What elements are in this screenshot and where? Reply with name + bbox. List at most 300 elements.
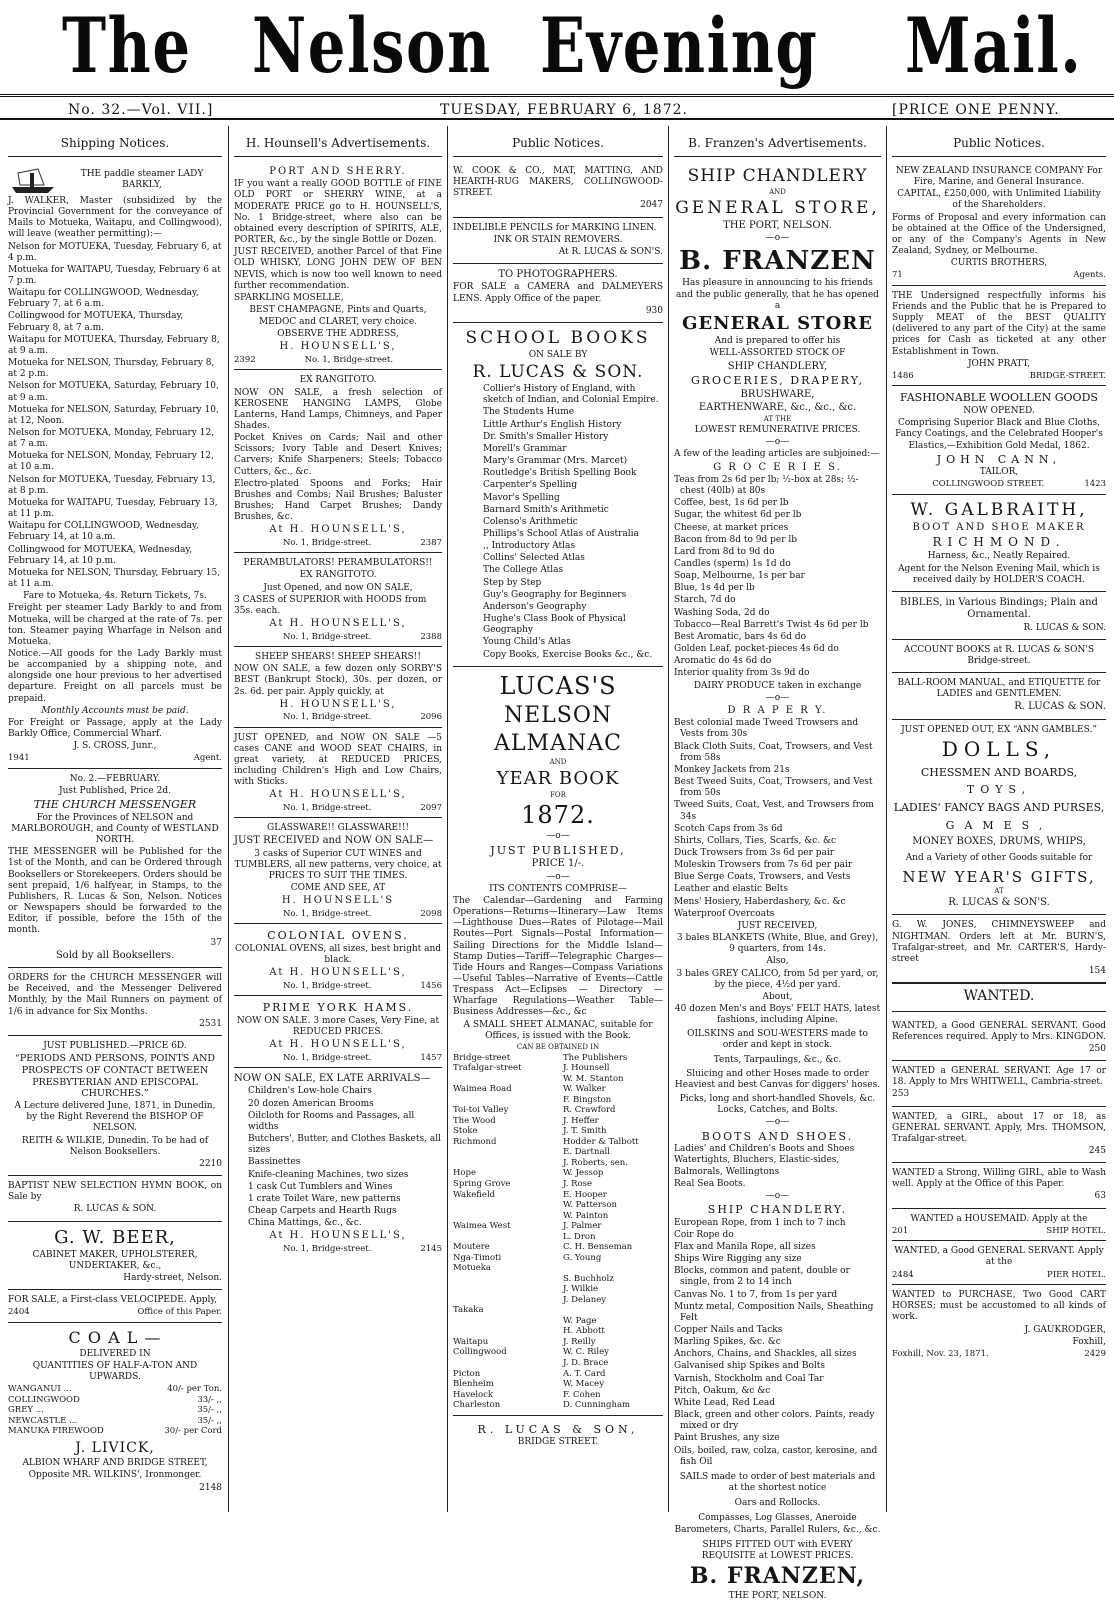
beer-trade: CABINET MAKER, UPHOLSTERER, UNDERTAKER, &c., xyxy=(32,1249,198,1271)
agent-name: S. Buchholz xyxy=(563,1273,614,1284)
cann-trade: TAILOR, xyxy=(979,467,1019,478)
hounsell-address: No. 1, Bridge-street. xyxy=(282,1243,372,1254)
hounsell-name: At H. HOUNSELL'S, xyxy=(269,524,407,536)
drapery-item: Scotch Caps from 3s 6d xyxy=(674,823,783,834)
column-hounsell xyxy=(234,132,442,1512)
agent-row xyxy=(453,1295,663,1306)
orders-body: ORDERS for the CHURCH MESSENGER will be Received, and the Messenger Delivered Monthly, by the Mail Runners on payment of 1/6 in advance for Six Months. xyxy=(8,973,222,1017)
arrival-item: Oilcloth for Rooms and Passages, all widths xyxy=(248,1110,415,1132)
games: GAMES, xyxy=(945,818,1053,832)
ship-chandlery-list xyxy=(674,1218,881,1468)
at-the: AT THE xyxy=(763,415,792,424)
toys: TOYS, xyxy=(966,783,1032,797)
bibles-ad xyxy=(892,592,1106,640)
cook-body: W. COOK & CO., MAT, MATTING, AND HEARTH-RUG MAKERS, COLLINGWOOD-STREET. xyxy=(453,165,663,199)
coal-title: C O A L — xyxy=(68,1327,162,1347)
mail-agent: Agent for the Nelson Evening Mail, which is received daily by HOLDER'S COACH. xyxy=(898,563,1100,585)
franzen-pleasure: Has pleasure in announcing to his friends and the public generally, that he has opened a xyxy=(676,278,879,311)
freight: Freight per steamer Lady Barkly to and from Motueka, will be charged at the rate of 7s. per ton. Steamer paying Wharfage in Nelson and Motueka. xyxy=(8,603,222,647)
felt-hats: 40 dozen Men's and Boys' FELT HATS, latest fashions, including Alpine. xyxy=(674,1004,881,1026)
pencils-ad xyxy=(453,218,663,264)
agent-row xyxy=(453,1390,663,1401)
book-item: Collins' Selected Atlas xyxy=(483,553,585,564)
coal-row: COLLINGWOOD 33/- ,, xyxy=(8,1394,222,1405)
groceries-title: G R O C E R I E S. xyxy=(713,461,842,473)
hounsell-name: H. HOUNSELL'S, xyxy=(279,698,397,710)
chandlery-item: Flax and Manila Rope, all sizes xyxy=(674,1241,816,1252)
book-item: Anderson's Geography xyxy=(483,601,587,612)
grocery-item: Aromatic do 4s 6d do xyxy=(674,656,772,667)
lucas-footer-street: BRIDGE STREET. xyxy=(517,1437,599,1448)
agent-row xyxy=(453,1347,663,1358)
book-item: The Students Hume xyxy=(483,407,575,418)
agent-place: Picton xyxy=(453,1368,481,1379)
chandlery-item: Black, green and other colors. Paints, ready mixed or dry xyxy=(674,1410,875,1432)
chandlery-item: Ships Wire Rigging any size xyxy=(674,1254,802,1265)
wanted-place: PIER HOTEL. xyxy=(1047,1269,1106,1280)
school-books-ad xyxy=(453,323,663,667)
ad-number: 1941 xyxy=(8,753,30,764)
chandlery-item: Galvanised ship Spikes and Bolts xyxy=(674,1361,826,1372)
agent-name: L. Dron xyxy=(563,1231,596,1242)
agent-row xyxy=(453,1274,663,1285)
jones-ad xyxy=(892,915,1106,983)
ad-title: PERAMBULATORS! PERAMBULATORS!! xyxy=(243,558,433,569)
drapery-item: Waterproof Overcoats xyxy=(674,908,775,919)
agent-name: J. Rose xyxy=(563,1178,593,1189)
agent-place: Collingwood xyxy=(453,1347,507,1358)
agent-name: G. Young xyxy=(563,1252,602,1263)
livick-opposite: Opposite MR. WILKINS', Ironmonger. xyxy=(28,1470,202,1481)
ad-title: COLONIAL OVENS. xyxy=(267,929,409,943)
steamer-intro: J. WALKER, Master (subsidized by the Provincial Government for the conveyance of Mails to Motueka, Waitapu, and Collingwood), will leave (weather permitting):— xyxy=(8,195,222,240)
column-public-notices-2 xyxy=(892,132,1106,1512)
chandlery-item: Marling Spikes, &c. &c xyxy=(674,1337,781,1348)
coal-row: WANGANUI ... 40/- per Ton. xyxy=(8,1384,222,1395)
agent-row xyxy=(453,1200,663,1211)
chandlery-item: White Lead, Red Lead xyxy=(674,1397,776,1408)
grocery-item: Sugar, the whitest 6d per lb xyxy=(674,510,802,521)
agent-row xyxy=(453,1105,663,1116)
ad-number: 2531 xyxy=(199,1018,222,1029)
ad-number: 930 xyxy=(645,305,663,316)
baptist-ad xyxy=(8,1176,222,1221)
chandlery-item: European Rope, from 1 inch to 7 inch xyxy=(674,1217,846,1228)
agent-row xyxy=(453,1284,663,1295)
book-item: ,, Introductory Atlas xyxy=(483,541,575,552)
sailing: Nelson for MOTUEKA, Saturday, February 10, at 9 a.m. xyxy=(8,381,219,403)
masthead-word-4: Mail. xyxy=(905,1,1083,90)
agent-place: Wakefield xyxy=(453,1189,496,1200)
agent-row xyxy=(453,1074,663,1085)
coal-ad xyxy=(8,1323,222,1499)
agent-name: F. Cohen xyxy=(563,1389,601,1400)
column-heading: Public Notices. xyxy=(453,132,663,157)
lucas-name: R. LUCAS & SON. xyxy=(472,362,644,383)
ovens-body: COLONIAL OVENS, all sizes, best bright and black. xyxy=(234,944,442,966)
pratt-body: THE Undersigned respectfully informs his Friends and the Public that he is Prepared to Supply MEAT of the BEST QUALITY (delivered to any part of the City) at the same prices for Cash as ticketed at any other Establishment in Town. xyxy=(892,290,1106,357)
woollen-body: Comprising Superior Black and Blue Cloths, Fancy Coatings, and the Celebrated Hooper's Elastics,—Exhibition Gold Medal, 1862. xyxy=(895,418,1103,451)
agent-row xyxy=(453,1358,663,1369)
agent-name: W. M. Stanton xyxy=(563,1073,624,1084)
ad-number: 2145 xyxy=(420,1243,442,1254)
agent-row xyxy=(453,1337,663,1348)
wanted-place: SHIP HOTEL. xyxy=(1046,1225,1106,1236)
hounsell-name: At H. HOUNSELL'S, xyxy=(269,967,407,979)
pratt-name: JOHN PRATT, xyxy=(967,358,1031,369)
sailing: Waitapu for COLLINGWOOD, Wednesday, February 14, at 10 a.m. xyxy=(8,521,199,543)
monthly-accounts: Monthly Accounts must be paid. xyxy=(41,705,189,716)
sailing: Motueka for NELSON, Thursday, February 15, at 11 a.m. xyxy=(8,567,221,590)
general-store-title: GENERAL STORE, xyxy=(675,197,880,218)
agent-place: Richmond xyxy=(453,1136,497,1147)
grocery-item: Washing Soda, 2d do xyxy=(674,607,770,618)
divider: —o— xyxy=(765,233,790,244)
knives-body: Pocket Knives on Cards; Nail and other Scissors; Ivory Table and Desert Knives; Carvers; Knife Sharpeners; Steels; Tobacco Cutters, &c., &c. xyxy=(234,433,442,477)
masthead-word-2: Nelson xyxy=(252,1,492,90)
agent-name: J. T. Smith xyxy=(563,1126,607,1137)
agent-name: Hodder & Talbott xyxy=(563,1136,639,1147)
toys-ad xyxy=(892,720,1106,916)
almanac-published: JUST PUBLISHED, xyxy=(490,843,626,857)
agent-row xyxy=(453,1158,663,1169)
agent-place: Toi-toi Valley xyxy=(453,1105,509,1116)
just-received: JUST RECEIVED, xyxy=(737,920,818,931)
almanac-title-1: LUCAS'S xyxy=(499,671,617,700)
notice: Notice.—All goods for the Lady Barkly must be accompanied by a shipping note, and alongside one hour previous to her advertised departure. Freight on all parcels must be prepaid. xyxy=(8,648,222,704)
wanted-body: WANTED, a Good GENERAL SERVANT. Apply at the xyxy=(894,1246,1104,1268)
cann-name: JOHN CANN, xyxy=(936,452,1062,466)
chandlery-item: Varnish, Stockholm and Coal Tar xyxy=(674,1373,824,1384)
ship-chandlery-title: SHIP CHANDLERY xyxy=(687,165,868,186)
agent-row xyxy=(453,1211,663,1222)
hams-ad xyxy=(234,996,442,1068)
agent-name: R. Crawford xyxy=(563,1105,616,1116)
apply-text: For Freight or Passage, apply at the Lady Barkly Office, Commercial Wharf. xyxy=(8,717,222,740)
column-rule xyxy=(668,126,669,1512)
agent-row xyxy=(453,1232,663,1243)
issue-date: TUESDAY, FEBRUARY 6, 1872. xyxy=(440,102,688,118)
steamer-title: THE paddle steamer LADY BARKLY, xyxy=(80,168,204,190)
dairy: DAIRY PRODUCE taken in exchange xyxy=(693,680,862,691)
grocery-item: Cheese, at market prices xyxy=(674,522,789,533)
hounsell-address: No. 1, Bridge-street. xyxy=(282,712,372,723)
glass-body: JUST RECEIVED and NOW ON SALE— xyxy=(234,835,434,847)
coal-row: MANUKA FIREWOOD 30/- per Cord xyxy=(8,1426,222,1437)
book-item: Barnard Smith's Arithmetic xyxy=(483,504,609,515)
agent-name: W. Patterson xyxy=(563,1200,617,1211)
agent-name: J. Heffer xyxy=(563,1115,599,1126)
ship-chandlery-subtitle: SHIP CHANDLERY. xyxy=(707,1202,848,1216)
wanted-heading: WANTED. xyxy=(892,983,1106,1011)
periods-price: JUST PUBLISHED.—PRICE 6D. xyxy=(43,1040,187,1051)
agent-name: J. Hounsell xyxy=(563,1063,610,1074)
agents-label: Agents. xyxy=(1073,270,1106,281)
sailing: Nelson for MOTUEKA, Monday, February 12, at 7 a.m. xyxy=(8,428,215,450)
chessmen: CHESSMEN AND BOARDS, xyxy=(920,765,1078,779)
agent-name: J. S. CROSS, Junr., xyxy=(73,741,157,752)
wanted-name: J. GAUKRODGER, xyxy=(1024,1324,1106,1335)
ad-number: 37 xyxy=(210,937,222,948)
book-item: Guy's Geography for Beginners xyxy=(483,589,627,600)
calico: 3 bales GREY CALICO, from 5d per yard, or, by the piece, 4½d per yard. xyxy=(676,968,879,990)
book-item: Step by Step xyxy=(483,577,542,588)
arrivals-title: NOW ON SALE, EX LATE ARRIVALS— xyxy=(234,1073,431,1085)
jones-body: G. W. JONES, CHIMNEYSWEEP and NIGHTMAN. Orders left at Mr. BURN'S, Trafalgar-street, and Mr. CARTER'S, Hardy-street xyxy=(892,920,1106,964)
agent-name: E. Dartnall xyxy=(563,1147,610,1158)
cases: 3 CASES of SUPERIOR with HOODS from 35s. each. xyxy=(234,594,427,616)
messenger-title: THE CHURCH MESSENGER xyxy=(33,798,197,812)
grocery-item: Candles (sperm) 1s 1d do xyxy=(674,559,791,569)
nz-insurance-ad xyxy=(892,161,1106,286)
wanted-ad xyxy=(892,1241,1106,1285)
column-rule xyxy=(886,126,887,1512)
agent-name xyxy=(563,1263,663,1274)
on-sale-by: ON SALE BY xyxy=(528,349,588,360)
agent-name: J. Delaney xyxy=(563,1294,607,1305)
wanted-ad xyxy=(892,1163,1106,1208)
agent-place: Trafalgar-street xyxy=(453,1063,522,1074)
almanac-price: PRICE 1/-. xyxy=(531,858,585,870)
agent-row xyxy=(453,1253,663,1264)
ink-body: INK OR STAIN REMOVERS. xyxy=(493,234,623,245)
hounsell-name: At H. HOUNSELL'S, xyxy=(269,1039,407,1051)
ink-seller: At R. LUCAS & SON'S. xyxy=(558,246,663,257)
ad-number: 1423 xyxy=(1084,479,1106,490)
agent-row xyxy=(453,1263,663,1274)
franzen-earthenware: EARTHENWARE, &c., &c., &c. xyxy=(698,401,857,413)
boots-title: BOOTS AND SHOES. xyxy=(701,1129,854,1143)
arrival-item: China Mattings, &c., &c. xyxy=(248,1218,362,1229)
masthead-word-3: Evening xyxy=(540,1,819,90)
agent-place: Takaka xyxy=(453,1305,484,1316)
spoons-body: Electro-plated Spoons and Forks; Hair Brushes and Combs; Nail Brushes; Baluster Brushes; Hand Carpet Brushes; Dandy Brushes, &c. xyxy=(234,478,442,523)
franzen-groceries: GROCERIES, DRAPERY, xyxy=(690,373,865,387)
hounsell-name: At H. HOUNSELL'S, xyxy=(269,618,407,630)
ad-title: PORT AND SHERRY. xyxy=(269,165,407,177)
drapery-item: Best Tweed Suits, Coat, Trowsers, and Vest from 50s xyxy=(674,777,873,799)
ad-title: GLASSWARE!! GLASSWARE!!! xyxy=(267,823,409,834)
agent-name: J. Wilkie xyxy=(563,1284,599,1295)
blankets: 3 bales BLANKETS (White, Blue, and Grey), 9 quarters, from 14s. xyxy=(676,933,879,955)
ad-title: TO PHOTOGRAPHERS. xyxy=(498,268,618,280)
account-body: ACCOUNT BOOKS at R. LUCAS & SON'S Bridge-street. xyxy=(903,644,1094,666)
ad-number: 154 xyxy=(1088,966,1106,977)
ad-number: 2098 xyxy=(420,908,442,919)
shears-body: NOW ON SALE, a few dozen only SORBY'S BEST (Bankrupt Stock), 30s. per dozen, or 2s. 6d. per pair. Apply quickly, at xyxy=(234,664,442,697)
divider: —o— xyxy=(765,437,790,448)
almanac-contents: The Calendar—Gardening and Farming Operations—Returns—Itinerary—Law Items—Lighthouse Dues—Rates of Pilotage—Mail Routes—Port Signals—Postal Information—Sailing Directions for the Middle Island—Stamp Duties—Tariff—Telegraphic Charges—Tide Hours and Ranges—Compass Variations—Useful Tables—Narrative of Events—Cattle Trespass Act—Eclipses — Directory — Wharfage Regulations—Weather Table—Business Addresses—&c., &c xyxy=(453,895,663,1018)
messenger-provinces: For the Provinces of NELSON and MARLBOROUGH, and County of WESTLAND NORTH. xyxy=(11,812,219,846)
nzic-title: NEW ZEALAND INSURANCE COMPANY For Fire, Marine, and General Insurance. xyxy=(895,165,1103,188)
nzic-forms: Forms of Proposal and every information can be obtained at the Office of the Undersigned, or any of the Company's Agents in New Zealand, Sydney, or Melbourne. xyxy=(892,212,1106,256)
ad-number: 2210 xyxy=(199,1158,222,1169)
sheep-shears-ad xyxy=(234,647,442,728)
agent-name: The Publishers xyxy=(563,1052,628,1063)
agent-row xyxy=(453,1242,663,1253)
wanted-body: WANTED, a Good GENERAL SERVANT. Good References required. Apply to Mrs. KINGDON. xyxy=(892,1020,1106,1042)
periods-title: “PERIODS AND PERSONS, POINTS AND PROSPECTS OF CONTACT BETWEEN PRESBYTERIAN AND EPISCOPAL CHURCHES.” xyxy=(14,1053,216,1100)
woollen-title: FASHIONABLE WOOLLEN GOODS xyxy=(900,391,1098,405)
also: Also, xyxy=(766,956,789,967)
grocery-item: Soap, Melbourne, 1s per bar xyxy=(674,571,805,582)
galbraith-place: RICHMOND. xyxy=(932,535,1066,550)
cann-street: COLLINGWOOD STREET. xyxy=(932,479,1045,490)
agent-place: Nga-Timoti xyxy=(453,1252,502,1263)
sailing: Motueka for NELSON, Monday, February 12, at 10 a.m. xyxy=(8,451,214,473)
chandlery-item: Oils, boiled, raw, colza, castor, kerosine, and fish Oil xyxy=(674,1445,878,1467)
arrival-item: 20 dozen American Brooms xyxy=(248,1098,374,1109)
ad-number: 1456 xyxy=(420,980,442,991)
port-body: IF you want a really GOOD BOTTLE of FINE OLD PORT or SHERRY WINE, at a MODERATE PRICE go to H. HOUNSELL'S, No. 1 Bridge-street, where also can be obtained every description of SPIRITS, ALE, PORTER, &c., by the single Bottle or Dozen. xyxy=(234,179,442,246)
medoc: MEDOC and CLARET, very choice. xyxy=(258,317,418,328)
chandlery-item: Blocks, common and patent, double or single, from 2 to 14 inch xyxy=(674,1266,850,1288)
new-years-gifts: NEW YEAR'S GIFTS, xyxy=(902,867,1096,886)
franzen-name: B. FRANZEN xyxy=(679,246,876,277)
messenger-issue: No. 2.—FEBRUARY. xyxy=(69,773,161,784)
book-item: Copy Books, Exercise Books &c., &c. xyxy=(483,649,653,660)
about: About, xyxy=(762,991,793,1002)
coal-row: GREY ... 35/- ,, xyxy=(8,1405,222,1416)
agent-row xyxy=(453,1063,663,1074)
agent-row xyxy=(453,1095,663,1106)
book-item: Mary's Grammar (Mrs. Marcet) xyxy=(483,456,628,467)
bibles-body: BIBLES, in Various Bindings; Plain and Ornamental. xyxy=(900,596,1098,621)
ad-number: 63 xyxy=(1094,1191,1106,1202)
wanted-body: WANTED a Strong, Willing GIRL, able to Wash well. Apply at the Office of this Paper. xyxy=(892,1168,1106,1190)
sailing: Collingwood for MOTUEKA, Thursday, February 8, at 7 a.m. xyxy=(8,311,184,333)
drapery-list xyxy=(674,718,881,920)
column-heading: B. Franzen's Advertisements. xyxy=(674,132,881,157)
ad-number: 201 xyxy=(892,1225,909,1236)
ad-title: SHEEP SHEARS! SHEEP SHEARS!! xyxy=(255,652,421,663)
periods-reith: REITH & WILKIE, Dunedin. To be had of Nelson Booksellers. xyxy=(21,1135,209,1157)
wanted-place: Foxhill, xyxy=(1072,1336,1106,1347)
ad-number: 2404 xyxy=(8,1307,30,1318)
book-item: Routledge's British Spelling Book xyxy=(483,468,637,479)
franzen-ad xyxy=(674,161,881,1607)
ad-number: 2148 xyxy=(199,1482,222,1493)
book-item: Hughe's Class Book of Physical Geography xyxy=(483,614,626,636)
agent-row xyxy=(453,1137,663,1148)
sailing: Waitapu for MOTUEKA, Thursday, February 8, at 9 a.m. xyxy=(8,334,220,356)
fare: Fare to Motueka, 4s. Return Tickets, 7s. xyxy=(23,591,207,602)
agent-place: Waimea Road xyxy=(453,1084,512,1095)
agent-name: W. C. Riley xyxy=(563,1347,609,1358)
wanted-ad xyxy=(892,1016,1106,1061)
picks: Picks, long and short-handled Shovels, &c. Locks, Catches, and Bolts. xyxy=(679,1094,876,1116)
ballroom-seller: R. LUCAS & SON. xyxy=(1014,701,1106,713)
franzen-offer: And is prepared to offer his xyxy=(714,336,841,347)
ad-number: 2388 xyxy=(420,631,442,642)
beer-name: G. W. BEER, xyxy=(54,1226,176,1248)
chandlery-item: Muntz metal, Composition Nails, Sheathing Felt xyxy=(674,1301,874,1323)
agent-name: J. Roberts, sen. xyxy=(563,1157,628,1168)
book-item: Little Arthur's English History xyxy=(483,419,622,430)
grocery-list xyxy=(674,475,881,680)
come-and-see: COME AND SEE, AT xyxy=(290,883,386,894)
coal-quantities: QUANTITIES OF HALF-A-TON AND UPWARDS. xyxy=(32,1360,198,1383)
almanac-obtained: CAN BE OBTAINED IN xyxy=(516,1042,600,1051)
messenger-body: THE MESSENGER will be Published for the 1st of the Month, and can be Ordered through Booksellers or Storekeepers. Orders should be sent prepaid, 1/6 halfyear, in Stamps, to the Publishers, R. Lucas & Son, Nelson. Notices or Newspapers should be forwarded to the Editor, if possible, before the 15th of the month. xyxy=(8,847,222,936)
grocery-item: Tobacco—Real Barrett's Twist 4s 6d per lb xyxy=(674,619,869,630)
agent-name xyxy=(563,1305,663,1316)
column-rule xyxy=(447,126,448,1512)
lamps-body: NOW ON SALE, a fresh selection of KEROSENE HANGING LAMPS, Globe Lanterns, Hand Lamps, Chimneys, and Paper Shades. xyxy=(234,387,442,431)
issue-number: No. 32.—Vol. VII.] xyxy=(68,102,214,118)
oars: Oars and Rollocks. xyxy=(734,1498,821,1509)
and: AND xyxy=(769,187,786,196)
nzic-capital: CAPITAL, £250,000, with Unlimited Liability of the Shareholders. xyxy=(897,189,1101,211)
grocery-item: Blue, 1s 4d per lb xyxy=(674,583,755,594)
sailing: Nelson for MOTUEKA, Tuesday, February 13, at 8 p.m. xyxy=(8,474,216,496)
ex-ship: EX RANGITOTO. xyxy=(299,570,377,581)
grocery-item: Interior quality from 3s 9d do xyxy=(674,668,810,679)
drapery-item: Blue Serge Coats, Trowsers, and Vests xyxy=(674,872,851,883)
column-heading: Shipping Notices. xyxy=(8,132,222,157)
ad-number: 2096 xyxy=(420,712,442,723)
arrival-item: Butchers', Butter, and Clothes Baskets, all sizes xyxy=(248,1134,441,1156)
nzic-agents-name: CURTIS BROTHERS, xyxy=(950,258,1048,269)
livick-address: ALBION WHARF AND BRIDGE STREET, xyxy=(22,1458,208,1469)
hounsell-name: At H. HOUNSELL'S, xyxy=(269,1230,407,1242)
agent-place: Waimea West xyxy=(453,1221,511,1232)
franzen-ship-chandlery: SHIP CHANDLERY, xyxy=(727,360,828,372)
ballroom-ad xyxy=(892,673,1106,720)
agent-role: Agent. xyxy=(193,753,222,764)
hounsell-name: At H. HOUNSELL'S, xyxy=(269,789,407,801)
lucas-footer-name: R. LUCAS & SON, xyxy=(477,1422,639,1436)
account-books-ad xyxy=(892,640,1106,673)
almanac-title-2: NELSON ALMANAC xyxy=(494,703,622,756)
beer-address: Hardy-street, Nelson. xyxy=(123,1273,222,1284)
almanac-sheet: A SMALL SHEET ALMANAC, suitable for Offices, is issued with the Book. xyxy=(463,1019,653,1041)
agent-row xyxy=(453,1116,663,1127)
grocery-item: Best Aromatic, bars 4s 6d do xyxy=(674,631,807,642)
variety: And a Variety of other Goods suitable for xyxy=(905,852,1093,863)
drapery-title: D R A P E R Y. xyxy=(727,704,828,716)
agent-row xyxy=(453,1179,663,1190)
few-articles: A few of the leading articles are subjoined:— xyxy=(674,449,880,460)
hounsell-address: No. 1, Bridge-street. xyxy=(282,631,372,642)
hounsell-address: No. 1, Bridge-street. xyxy=(282,908,372,919)
sails: SAILS made to order of best materials and at the shortest notice xyxy=(679,1471,876,1494)
pencils-body: INDELIBLE PENCILS for MARKING LINEN. xyxy=(453,222,657,233)
ad-number: 2047 xyxy=(640,200,663,211)
franzen-general-store: GENERAL STORE xyxy=(682,312,873,334)
hounsell-address: No. 1, Bridge-street. xyxy=(282,802,372,813)
baptist-seller: R. LUCAS & SON. xyxy=(73,1204,157,1215)
agent-row xyxy=(453,1126,663,1137)
sailing: Waitapu for COLLINGWOOD, Wednesday, February 7, at 6 a.m. xyxy=(8,288,199,310)
drapery-item: Moleskin Trowsers from 7s 6d per pair xyxy=(674,860,853,871)
agent-place: Motueka xyxy=(453,1263,491,1274)
ballroom-body: BALL-ROOM MANUAL, and ETIQUETTE for LADIES and GENTLEMEN. xyxy=(897,678,1101,700)
agent-name: J. Reilly xyxy=(563,1336,596,1347)
chandlery-item: Coir Rope do xyxy=(674,1229,734,1240)
column-shipping xyxy=(8,132,222,1512)
velocipede-office: Office of this Paper. xyxy=(137,1307,222,1318)
agent-row xyxy=(453,1316,663,1327)
messenger-price: Just Published, Price 2d. xyxy=(59,786,171,797)
grocery-item: Lard from 8d to 9d do xyxy=(674,546,775,557)
periods-ad xyxy=(8,1036,222,1176)
bibles-seller: R. LUCAS & SON. xyxy=(1023,622,1106,633)
ad-number: 250 xyxy=(1088,1043,1106,1054)
chairs-body: JUST OPENED, and NOW ON SALE —5 cases CANE and WOOD SEAT CHAIRS, in great variety, at REDUCED PRICES, including Children's High and Low Chairs, with Sticks. xyxy=(234,732,442,788)
agent-row xyxy=(453,1168,663,1179)
arrivals-ad xyxy=(234,1068,442,1258)
